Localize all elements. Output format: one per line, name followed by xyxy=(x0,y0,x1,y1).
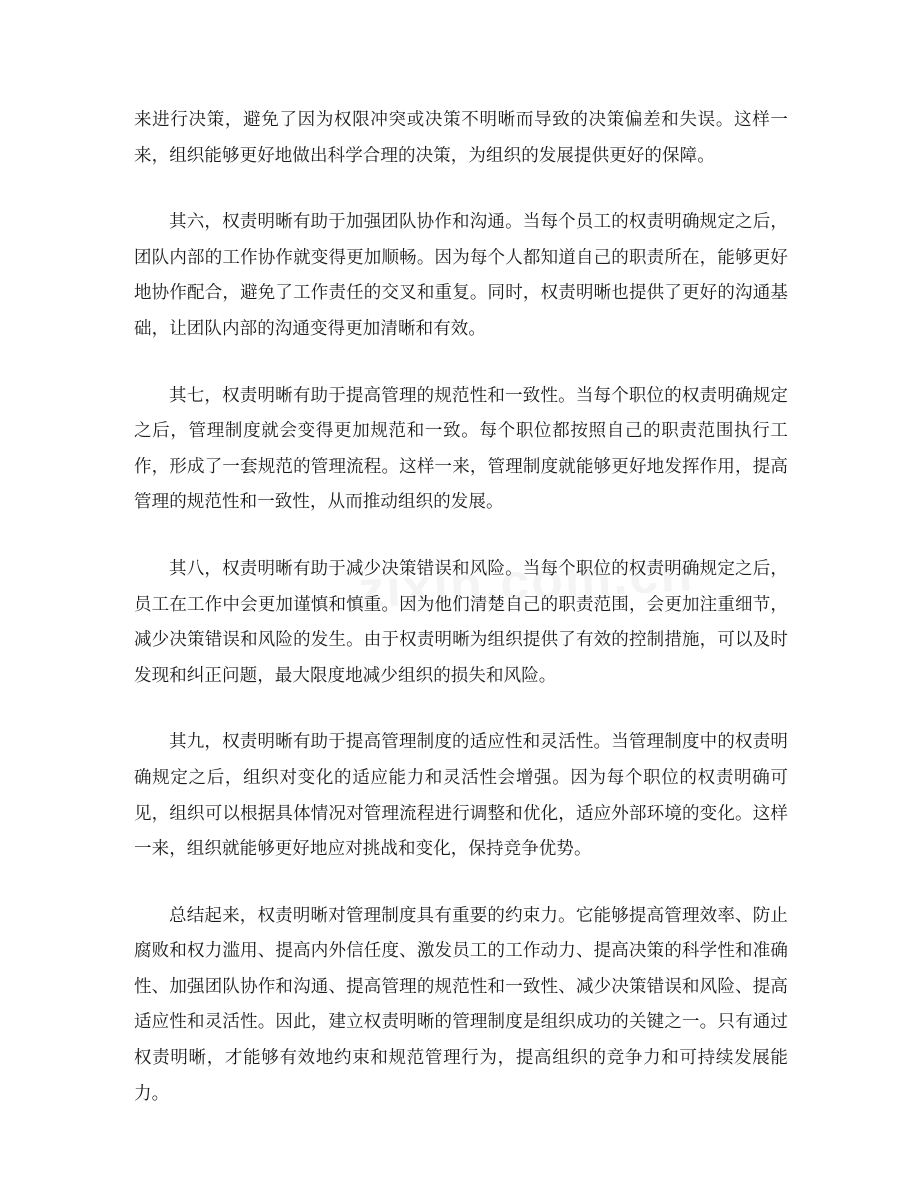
paragraph-point-six: 其六，权责明晰有助于加强团队协作和沟通。当每个员工的权责明确规定之后，团队内部的工作协作就变得更加顺畅。因为每个人都知道自己的职责所在，能够更好地协作配合，避免了工作责任的交叉和重复。同时，权责明晰也提供了更好的沟通基础，让团队内部的沟通变得更加清晰和有效。 xyxy=(134,212,788,339)
paragraph-point-eight: 其八，权责明晰有助于减少决策错误和风险。当每个职位的权责明确规定之后，员工在工作中会更加谨慎和慎重。因为他们清楚自己的职责范围，会更加注重细节，减少决策错误和风险的发生。由于权责明晰为组织提供了有效的控制措施，可以及时发现和纠正问题，最大限度地减少组织的损失和风险。 xyxy=(134,558,788,686)
document-body xyxy=(134,103,788,1143)
paragraph-continuation: 来进行决策，避免了因为权限冲突或决策不明晰而导致的决策偏差和失误。这样一来，组织能够更好地做出科学合理的决策，为组织的发展提供更好的保障。 xyxy=(134,110,788,166)
paragraph-summary: 总结起来，权责明晰对管理制度具有重要的约束力。它能够提高管理效率、防止腐败和权力滥用、提高内外信任度、激发员工的工作动力、提高决策的科学性和准确性、加强团队协作和沟通、提高管理的规范性和一致性、减少决策错误和风险、提高适应性和灵活性。因此，建立权责明晰的管理制度是组织成功的关键之一。只有通过权责明晰，才能够有效地约束和规范管理行为，提高组织的竞争力和可持续发展能力。 xyxy=(134,905,788,1104)
paragraph-point-seven: 其七，权责明晰有助于提高管理的规范性和一致性。当每个职位的权责明确规定之后，管理制度就会变得更加规范和一致。每个职位都按照自己的职责范围执行工作，形成了一套规范的管理流程。这样一来，管理制度就能够更好地发挥作用，提高管理的规范性和一致性，从而推动组织的发展。 xyxy=(134,385,788,513)
paragraph-point-nine: 其九，权责明晰有助于提高管理制度的适应性和灵活性。当管理制度中的权责明确规定之后，组织对变化的适应能力和灵活性会增强。因为每个职位的权责明确可见，组织可以根据具体情况对管理流程进行调整和优化，适应外部环境的变化。这样一来，组织就能够更好地应对挑战和变化，保持竞争优势。 xyxy=(134,732,788,860)
